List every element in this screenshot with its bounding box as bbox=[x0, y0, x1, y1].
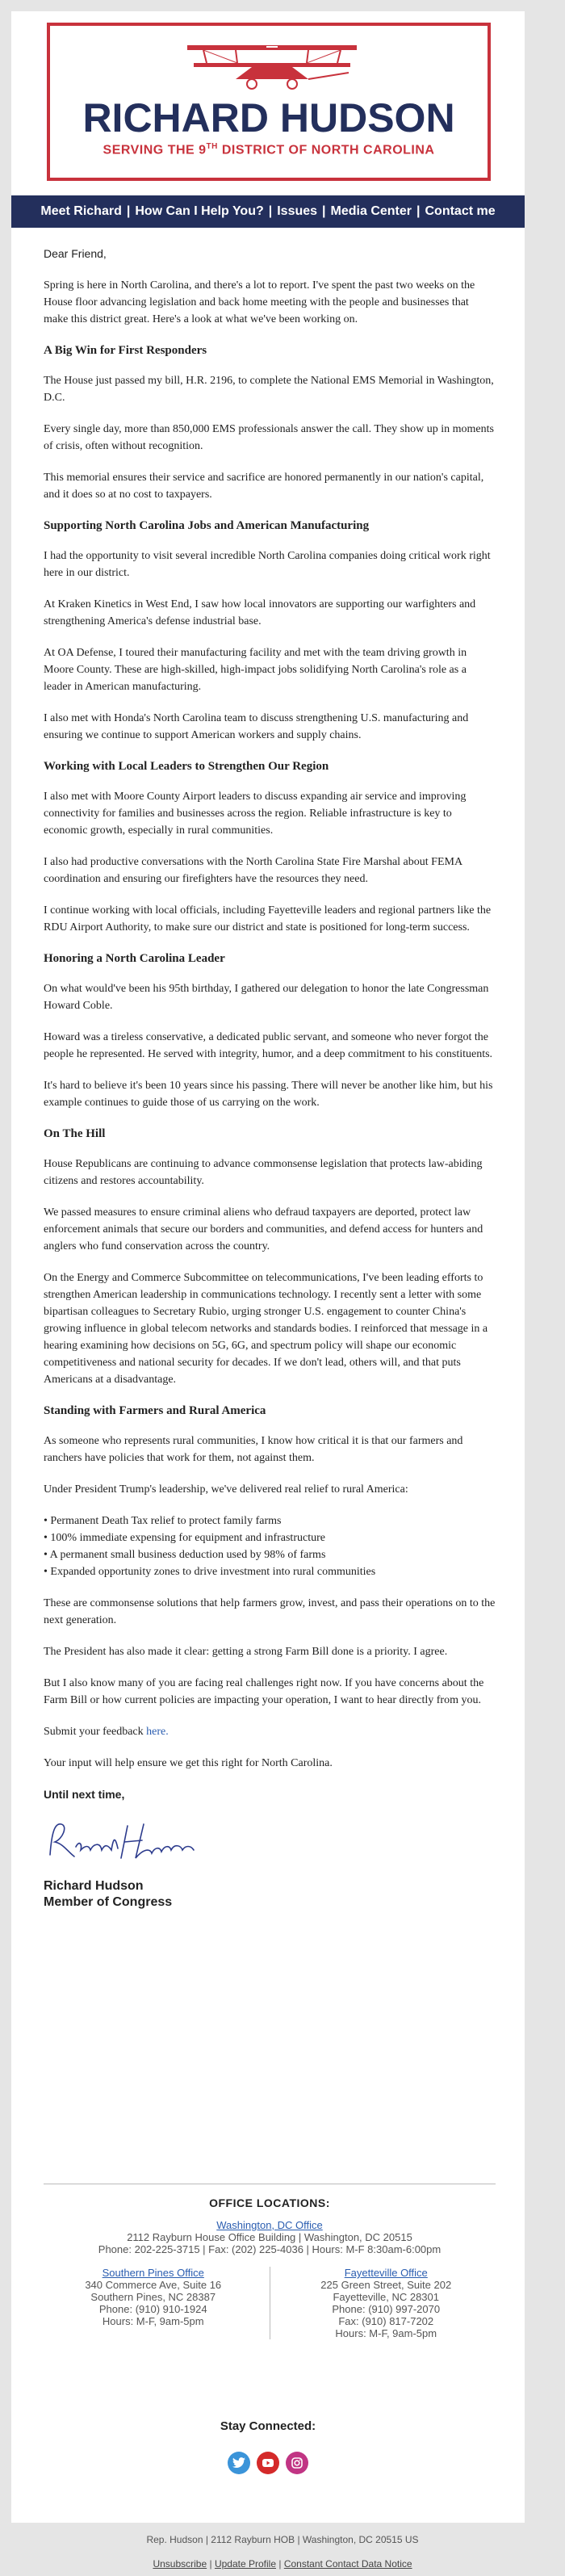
paragraph: Howard was a tireless conservative, a dedicated public servant, and someone who never forgot the people he represented. He served with integrity, humor, and a deep commitment to his constituents. bbox=[44, 1031, 493, 1060]
office-fax: Fax: (910) 817-7202 bbox=[338, 2315, 434, 2327]
office-dc bbox=[44, 2219, 496, 2255]
stay-connected-heading: Stay Connected: bbox=[220, 2419, 316, 2433]
relief-list bbox=[44, 1512, 496, 1580]
signer-title: Member of Congress bbox=[44, 1895, 173, 1909]
nav-meet-richard[interactable]: Meet Richard bbox=[40, 204, 122, 218]
letter-body bbox=[44, 245, 496, 1911]
nav-media-center[interactable]: Media Center bbox=[330, 204, 412, 218]
section-heading: On The Hill bbox=[44, 1127, 106, 1140]
youtube-icon[interactable] bbox=[257, 2452, 279, 2474]
office-hours: Hours: M-F, 9am-5pm bbox=[102, 2315, 204, 2327]
nav-separator: | bbox=[322, 204, 326, 218]
paragraph: I also had productive conversations with the North Carolina State Fire Marshal about FEMA coordination and ensuring our firefighters have the resources they need. bbox=[44, 856, 462, 885]
list-item: • A permanent small business deduction used by 98% of farms bbox=[44, 1549, 326, 1561]
signer-name: Richard Hudson bbox=[44, 1879, 144, 1893]
paragraph: Every single day, more than 850,000 EMS professionals answer the call. They show up in moments of crisis, often without recognition. bbox=[44, 423, 494, 452]
paragraph: Under President Trump's leadership, we've delivered real relief to rural America: bbox=[44, 1483, 408, 1496]
office-address: 2112 Rayburn House Office Building | Washington, DC 20515 bbox=[127, 2231, 412, 2243]
biplane-icon bbox=[171, 39, 373, 95]
paragraph: These are commonsense solutions that help farmers grow, invest, and pass their operations on to the next generation. bbox=[44, 1597, 496, 1626]
header-banner bbox=[47, 23, 491, 181]
greeting: Dear Friend, bbox=[44, 247, 107, 260]
paragraph: House Republicans are continuing to advance commonsense legislation that protects law-abiding citizens and restores accountability. bbox=[44, 1158, 483, 1187]
list-item: • Permanent Death Tax relief to protect family farms bbox=[44, 1515, 282, 1527]
office-contact: Phone: 202-225-3715 | Fax: (202) 225-4036 | Hours: M-F 8:30am-6:00pm bbox=[98, 2243, 442, 2255]
signature-image bbox=[44, 1816, 205, 1868]
instagram-icon[interactable] bbox=[286, 2452, 308, 2474]
feedback-link[interactable]: here. bbox=[146, 1726, 169, 1738]
footer-address: Rep. Hudson | 2112 Rayburn HOB | Washington, DC 20515 US bbox=[146, 2534, 419, 2545]
email-card bbox=[11, 11, 525, 2523]
paragraph: This memorial ensures their service and sacrifice are honored permanently in our nation's capital, and it does so at no cost to taxpayers. bbox=[44, 472, 484, 501]
paragraph: As someone who represents rural communities, I know how critical it is that our farmers and ranchers have policies that work for them, not against them. bbox=[44, 1435, 463, 1464]
nav-issues[interactable]: Issues bbox=[277, 204, 318, 218]
feedback-paragraph: Submit your feedback here. bbox=[44, 1726, 169, 1738]
office-locations bbox=[44, 2184, 496, 2339]
list-item: • Expanded opportunity zones to drive investment into rural communities bbox=[44, 1566, 376, 1578]
nav-separator: | bbox=[416, 204, 421, 218]
office-address: 225 Green Street, Suite 202 bbox=[320, 2279, 452, 2291]
paragraph: I continue working with local officials, including Fayetteville leaders and regional partners like the RDU Airport Authority, to make sure our district and state is positioned for long-term success. bbox=[44, 904, 492, 933]
email-footer bbox=[0, 2532, 565, 2571]
list-item: • 100% immediate expensing for equipment and infrastructure bbox=[44, 1532, 325, 1544]
nav-separator: | bbox=[268, 204, 273, 218]
office-fayetteville bbox=[277, 2267, 496, 2339]
office-address: 340 Commerce Ave, Suite 16 bbox=[85, 2279, 222, 2291]
footer-separator: | bbox=[278, 2558, 282, 2570]
section-heading: Supporting North Carolina Jobs and American Manufacturing bbox=[44, 519, 370, 532]
paragraph: At OA Defense, I toured their manufacturing facility and met with the team driving growth in Moore County. These are high-skilled, high-impact jobs solidifying North Carolina's role as a leader in American manufacturing. bbox=[44, 647, 467, 693]
paragraph: I also met with Honda's North Carolina team to discuss strengthening U.S. manufacturing and ensuring we continue to support American workers and supply chains. bbox=[44, 712, 469, 741]
paragraph: I also met with Moore County Airport leaders to discuss expanding air service and improving connectivity for families and businesses across the region. Reliable infrastructure is key to economic growth, especially in rural communities. bbox=[44, 791, 467, 837]
office-phone: Phone: (910) 997-2070 bbox=[332, 2303, 441, 2315]
nav-separator: | bbox=[126, 204, 131, 218]
nav-contact-me[interactable]: Contact me bbox=[425, 204, 496, 218]
office-name-dc[interactable]: Washington, DC Office bbox=[216, 2219, 323, 2231]
paragraph: I had the opportunity to visit several incredible North Carolina companies doing critical work right here in our district. bbox=[44, 550, 491, 579]
twitter-icon[interactable] bbox=[228, 2452, 250, 2474]
paragraph: We passed measures to ensure criminal aliens who defraud taxpayers are deported, protect law enforcement animals that secure our borders and communities, and defend access for hunters and anglers who fund conservation across the country. bbox=[44, 1206, 483, 1252]
brand-name: RICHARD HUDSON bbox=[82, 95, 455, 141]
intro-paragraph: Spring is here in North Carolina, and there's a lot to report. I've spent the past two weeks on the House floor advancing legislation and back home meeting with the people and businesses that make this district great. Here's a look at what we've been working on. bbox=[44, 279, 475, 325]
office-southern-pines bbox=[44, 2267, 263, 2339]
paragraph: The House just passed my bill, H.R. 2196, to complete the National EMS Memorial in Washington, D.C. bbox=[44, 375, 494, 404]
office-heading: OFFICE LOCATIONS: bbox=[209, 2196, 330, 2209]
nav-how-can-i-help[interactable]: How Can I Help You? bbox=[135, 204, 264, 218]
paragraph: At Kraken Kinetics in West End, I saw how local innovators are supporting our warfighters and strengthening America's defense industrial base. bbox=[44, 598, 476, 627]
data-notice-link[interactable]: Constant Contact Data Notice bbox=[283, 2558, 412, 2570]
paragraph: But I also know many of you are facing real challenges right now. If you have concerns about the Farm Bill or how current policies are impacting your operation, I want to hear directly from you. bbox=[44, 1677, 484, 1706]
unsubscribe-link[interactable]: Unsubscribe bbox=[153, 2558, 207, 2570]
office-name-southern-pines[interactable]: Southern Pines Office bbox=[102, 2267, 204, 2279]
section-heading: A Big Win for First Responders bbox=[44, 344, 207, 357]
office-city: Fayetteville, NC 28301 bbox=[333, 2291, 439, 2303]
office-phone: Phone: (910) 910-1924 bbox=[98, 2303, 207, 2315]
paragraph: Your input will help ensure we get this right for North Carolina. bbox=[44, 1757, 333, 1769]
office-name-fayetteville[interactable]: Fayetteville Office bbox=[344, 2267, 428, 2279]
social-icons bbox=[11, 2452, 525, 2474]
brand-tagline: SERVING THE 9TH DISTRICT OF NORTH CAROLINA bbox=[103, 142, 435, 157]
section-heading: Honoring a North Carolina Leader bbox=[44, 952, 225, 965]
paragraph: On the Energy and Commerce Subcommittee on telecommunications, I've been leading efforts to strengthen American leadership in communications technology. I recently sent a letter with some bipartisan colleagues to Secretary Rubio, urging stronger U.S. engagement to counter China's growing influence in global telecom networks and standards bodies. I reinforced that message in a hearing examining how decisions on 5G, 6G, and spectrum policy will shape our economic competitiveness and national security for decades. If we don't lead, others will, and that puts Americans at a disadvantage. bbox=[44, 1272, 488, 1386]
closing-line: Until next time, bbox=[44, 1788, 125, 1801]
paragraph: It's hard to believe it's been 10 years since his passing. There will never be another like him, but his example continues to guide those of us carrying on the work. bbox=[44, 1080, 493, 1109]
office-hours: Hours: M-F, 9am-5pm bbox=[335, 2327, 437, 2339]
office-city: Southern Pines, NC 28387 bbox=[90, 2291, 216, 2303]
paragraph: The President has also made it clear: getting a strong Farm Bill done is a priority. I agree. bbox=[44, 1646, 448, 1658]
section-heading: Working with Local Leaders to Strengthen Our Region bbox=[44, 760, 329, 773]
office-row bbox=[44, 2267, 496, 2339]
section-heading: Standing with Farmers and Rural America bbox=[44, 1404, 266, 1417]
footer-links bbox=[0, 2557, 565, 2571]
footer-separator: | bbox=[209, 2558, 212, 2570]
paragraph: On what would've been his 95th birthday, I gathered our delegation to honor the late Congressman Howard Coble. bbox=[44, 983, 489, 1012]
top-nav bbox=[11, 195, 525, 228]
update-profile-link[interactable]: Update Profile bbox=[214, 2558, 276, 2570]
